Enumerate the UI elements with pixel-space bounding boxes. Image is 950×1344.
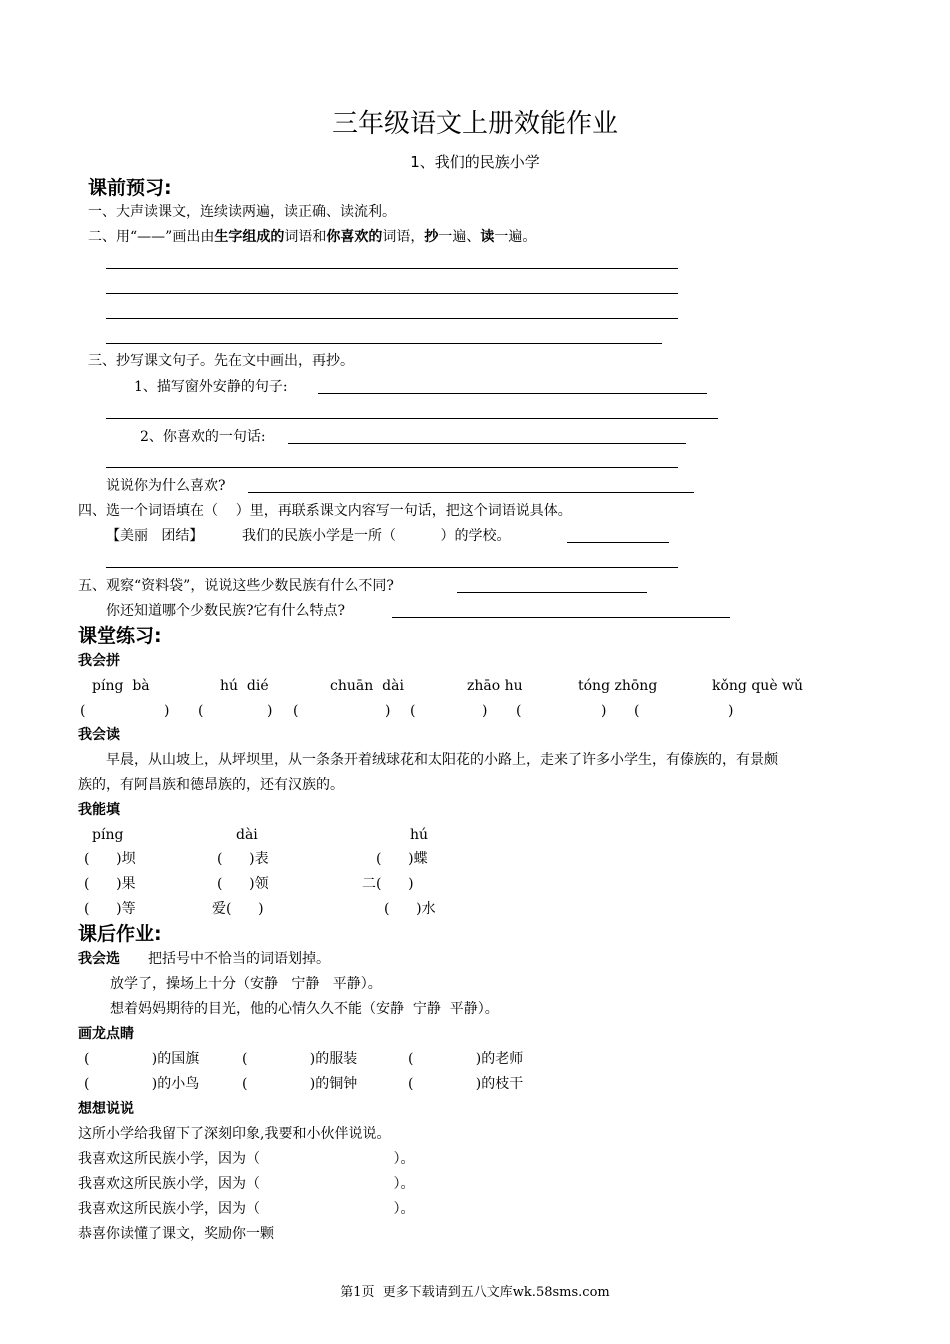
fill-item[interactable]: ( )坝 [84,851,136,867]
question-5: 五、观察“资料袋”，说说这些少数民族有什么不同? [78,578,394,594]
answer-bracket[interactable]: ( [516,703,522,719]
choose-sentence: 放学了，操场上十分（安静 宁静 平静）。 [110,976,382,992]
fill-item[interactable]: ( )领 [217,876,269,892]
fill-item[interactable]: ( )蝶 [376,851,428,867]
pinyin-item: hú [410,827,429,843]
dragon-item[interactable]: ( )的老师 [408,1051,524,1067]
fill-item[interactable]: ( )表 [217,851,269,867]
question-2: 二、用“——”画出由生字组成的词语和你喜欢的词语，抄一遍、读一遍。 [88,229,537,245]
talk-line[interactable]: 我喜欢这所民族小学，因为（ ）。 [78,1176,415,1192]
reading-passage-line1: 早晨，从山坡上，从坪坝里，从一条条开着绒球花和太阳花的小路上，走来了许多小学生，有傣族的，有景颇 [106,752,778,768]
answer-line[interactable] [318,393,707,394]
answer-line[interactable] [106,467,678,468]
label-talk: 想想说说 [78,1101,134,1117]
question-3: 三、抄写课文句子。先在文中画出，再抄。 [88,353,354,369]
page-subtitle: 1、我们的民族小学 [410,153,540,171]
page-title: 三年级语文上册效能作业 [331,109,618,139]
pinyin-item: píng bà [92,678,150,694]
answer-line[interactable] [106,268,678,269]
answer-line[interactable] [248,492,694,493]
answer-bracket[interactable]: ( [80,703,86,719]
question-4-words: 【美丽 团结】 [106,528,204,544]
answer-line[interactable] [288,443,686,444]
dragon-item[interactable]: ( )的小鸟 [84,1076,200,1092]
question-3-1: 1、描写窗外安静的句子: [134,379,288,395]
section-heading-class: 课堂练习: [78,625,162,647]
section-heading-homework: 课后作业: [78,923,162,945]
dragon-item[interactable]: ( )的服装 [242,1051,358,1067]
choose-instruction: 把括号中不恰当的词语划掉。 [148,951,330,967]
question-3-3: 说说你为什么喜欢? [106,478,226,494]
reading-passage-line2: 族的，有阿昌族和德昂族的，还有汉族的。 [78,777,344,793]
answer-line[interactable] [392,617,730,618]
question-1: 一、大声读课文，连续读两遍，读正确、读流利。 [88,204,396,220]
pinyin-item: zhāo hu [467,678,523,694]
label-choose: 我会选 [78,951,120,967]
answer-line[interactable] [106,343,662,344]
question-3-2: 2、你喜欢的一句话: [140,429,266,445]
fill-item[interactable]: ( )等 [84,901,136,917]
answer-bracket: ) [385,703,391,719]
talk-line[interactable]: 我喜欢这所民族小学，因为（ ）。 [78,1201,415,1217]
answer-line[interactable] [106,418,718,419]
question-5-2: 你还知道哪个少数民族?它有什么特点? [106,603,346,619]
talk-intro: 这所小学给我留下了深刻印象,我要和小伙伴说说。 [78,1126,391,1142]
section-heading-preview: 课前预习: [88,177,172,199]
dragon-item[interactable]: ( )的铜钟 [242,1076,358,1092]
label-spell: 我会拼 [78,653,120,669]
answer-bracket: ) [482,703,488,719]
answer-line[interactable] [106,567,678,568]
dragon-item[interactable]: ( )的枝干 [408,1076,524,1092]
question-4: 四、选一个词语填在（ ）里，再联系课文内容写一句话，把这个词语说具体。 [78,503,572,519]
choose-sentence: 想着妈妈期待的目光，他的心情久久不能（安静 宁静 平静）。 [110,1001,499,1017]
label-dragon: 画龙点睛 [78,1026,134,1042]
answer-bracket[interactable]: ( [634,703,640,719]
answer-line[interactable] [567,542,669,543]
talk-end: 恭喜你读懂了课文，奖励你一颗 [78,1226,274,1242]
answer-bracket: ) [164,703,170,719]
fill-item[interactable]: 爱( ) [212,901,264,917]
answer-bracket[interactable]: ( [410,703,416,719]
answer-line[interactable] [457,592,647,593]
question-4-sentence: 我们的民族小学是一所（ ）的学校。 [242,528,511,544]
answer-bracket: ) [728,703,734,719]
answer-line[interactable] [106,293,678,294]
answer-bracket: ) [267,703,273,719]
pinyin-item: dài [236,827,258,843]
pinyin-item: píng [92,827,124,843]
answer-bracket[interactable]: ( [198,703,204,719]
fill-item[interactable]: ( )果 [84,876,136,892]
label-fill: 我能填 [78,802,120,818]
page-footer: 第1页 更多下载请到五八文库wk.58sms.com [340,1285,610,1300]
answer-line[interactable] [106,318,678,319]
fill-item[interactable]: 二( ) [362,876,414,892]
answer-bracket: ) [601,703,607,719]
fill-item[interactable]: ( )水 [384,901,436,917]
pinyin-item: hú dié [220,678,269,694]
answer-bracket[interactable]: ( [293,703,299,719]
talk-line[interactable]: 我喜欢这所民族小学，因为（ ）。 [78,1151,415,1167]
label-read: 我会读 [78,727,120,743]
pinyin-item: tóng zhōng [578,678,658,694]
pinyin-item: chuān dài [330,678,404,694]
pinyin-item: kǒng què wǔ [712,678,804,694]
dragon-item[interactable]: ( )的国旗 [84,1051,200,1067]
